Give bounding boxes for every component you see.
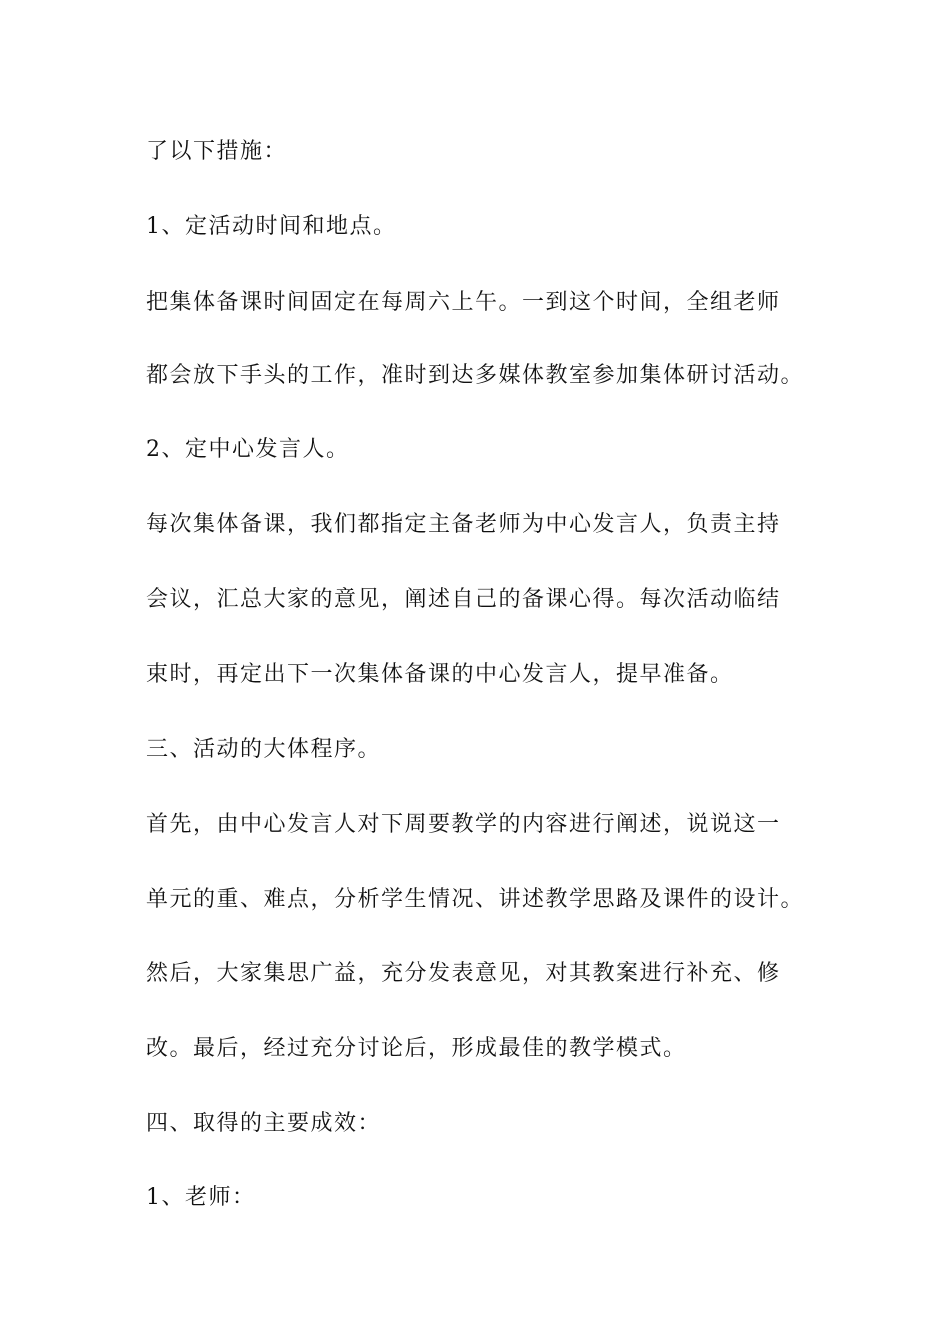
text-line-14: 四、取得的主要成效：: [146, 1111, 382, 1136]
text-line-1: 了以下措施：: [146, 139, 288, 164]
text-line-10: 首先，由中心发言人对下周要教学的内容进行阐述，说说这一: [146, 812, 781, 837]
text-line-5: 2、定中心发言人。: [146, 437, 350, 462]
text-line-13: 改。最后，经过充分讨论后，形成最佳的教学模式。: [146, 1036, 687, 1061]
text-line-4: 都会放下手头的工作，准时到达多媒体教室参加集体研讨活动。: [146, 363, 805, 388]
text-line-11: 单元的重、难点，分析学生情况、讲述教学思路及课件的设计。: [146, 887, 805, 912]
text-line-12: 然后，大家集思广益，充分发表意见，对其教案进行补充、修: [146, 961, 781, 986]
text-line-2: 1、定活动时间和地点。: [146, 214, 397, 239]
text-line-15: 1、老师：: [146, 1185, 256, 1210]
text-line-3: 把集体备课时间固定在每周六上午。一到这个时间，全组老师: [146, 290, 781, 315]
text-line-9: 三、活动的大体程序。: [146, 737, 382, 762]
text-line-7: 会议，汇总大家的意见，阐述自己的备课心得。每次活动临结: [146, 587, 781, 612]
text-line-8: 束时，再定出下一次集体备课的中心发言人，提早准备。: [146, 662, 734, 687]
text-line-6: 每次集体备课，我们都指定主备老师为中心发言人，负责主持: [146, 512, 781, 537]
